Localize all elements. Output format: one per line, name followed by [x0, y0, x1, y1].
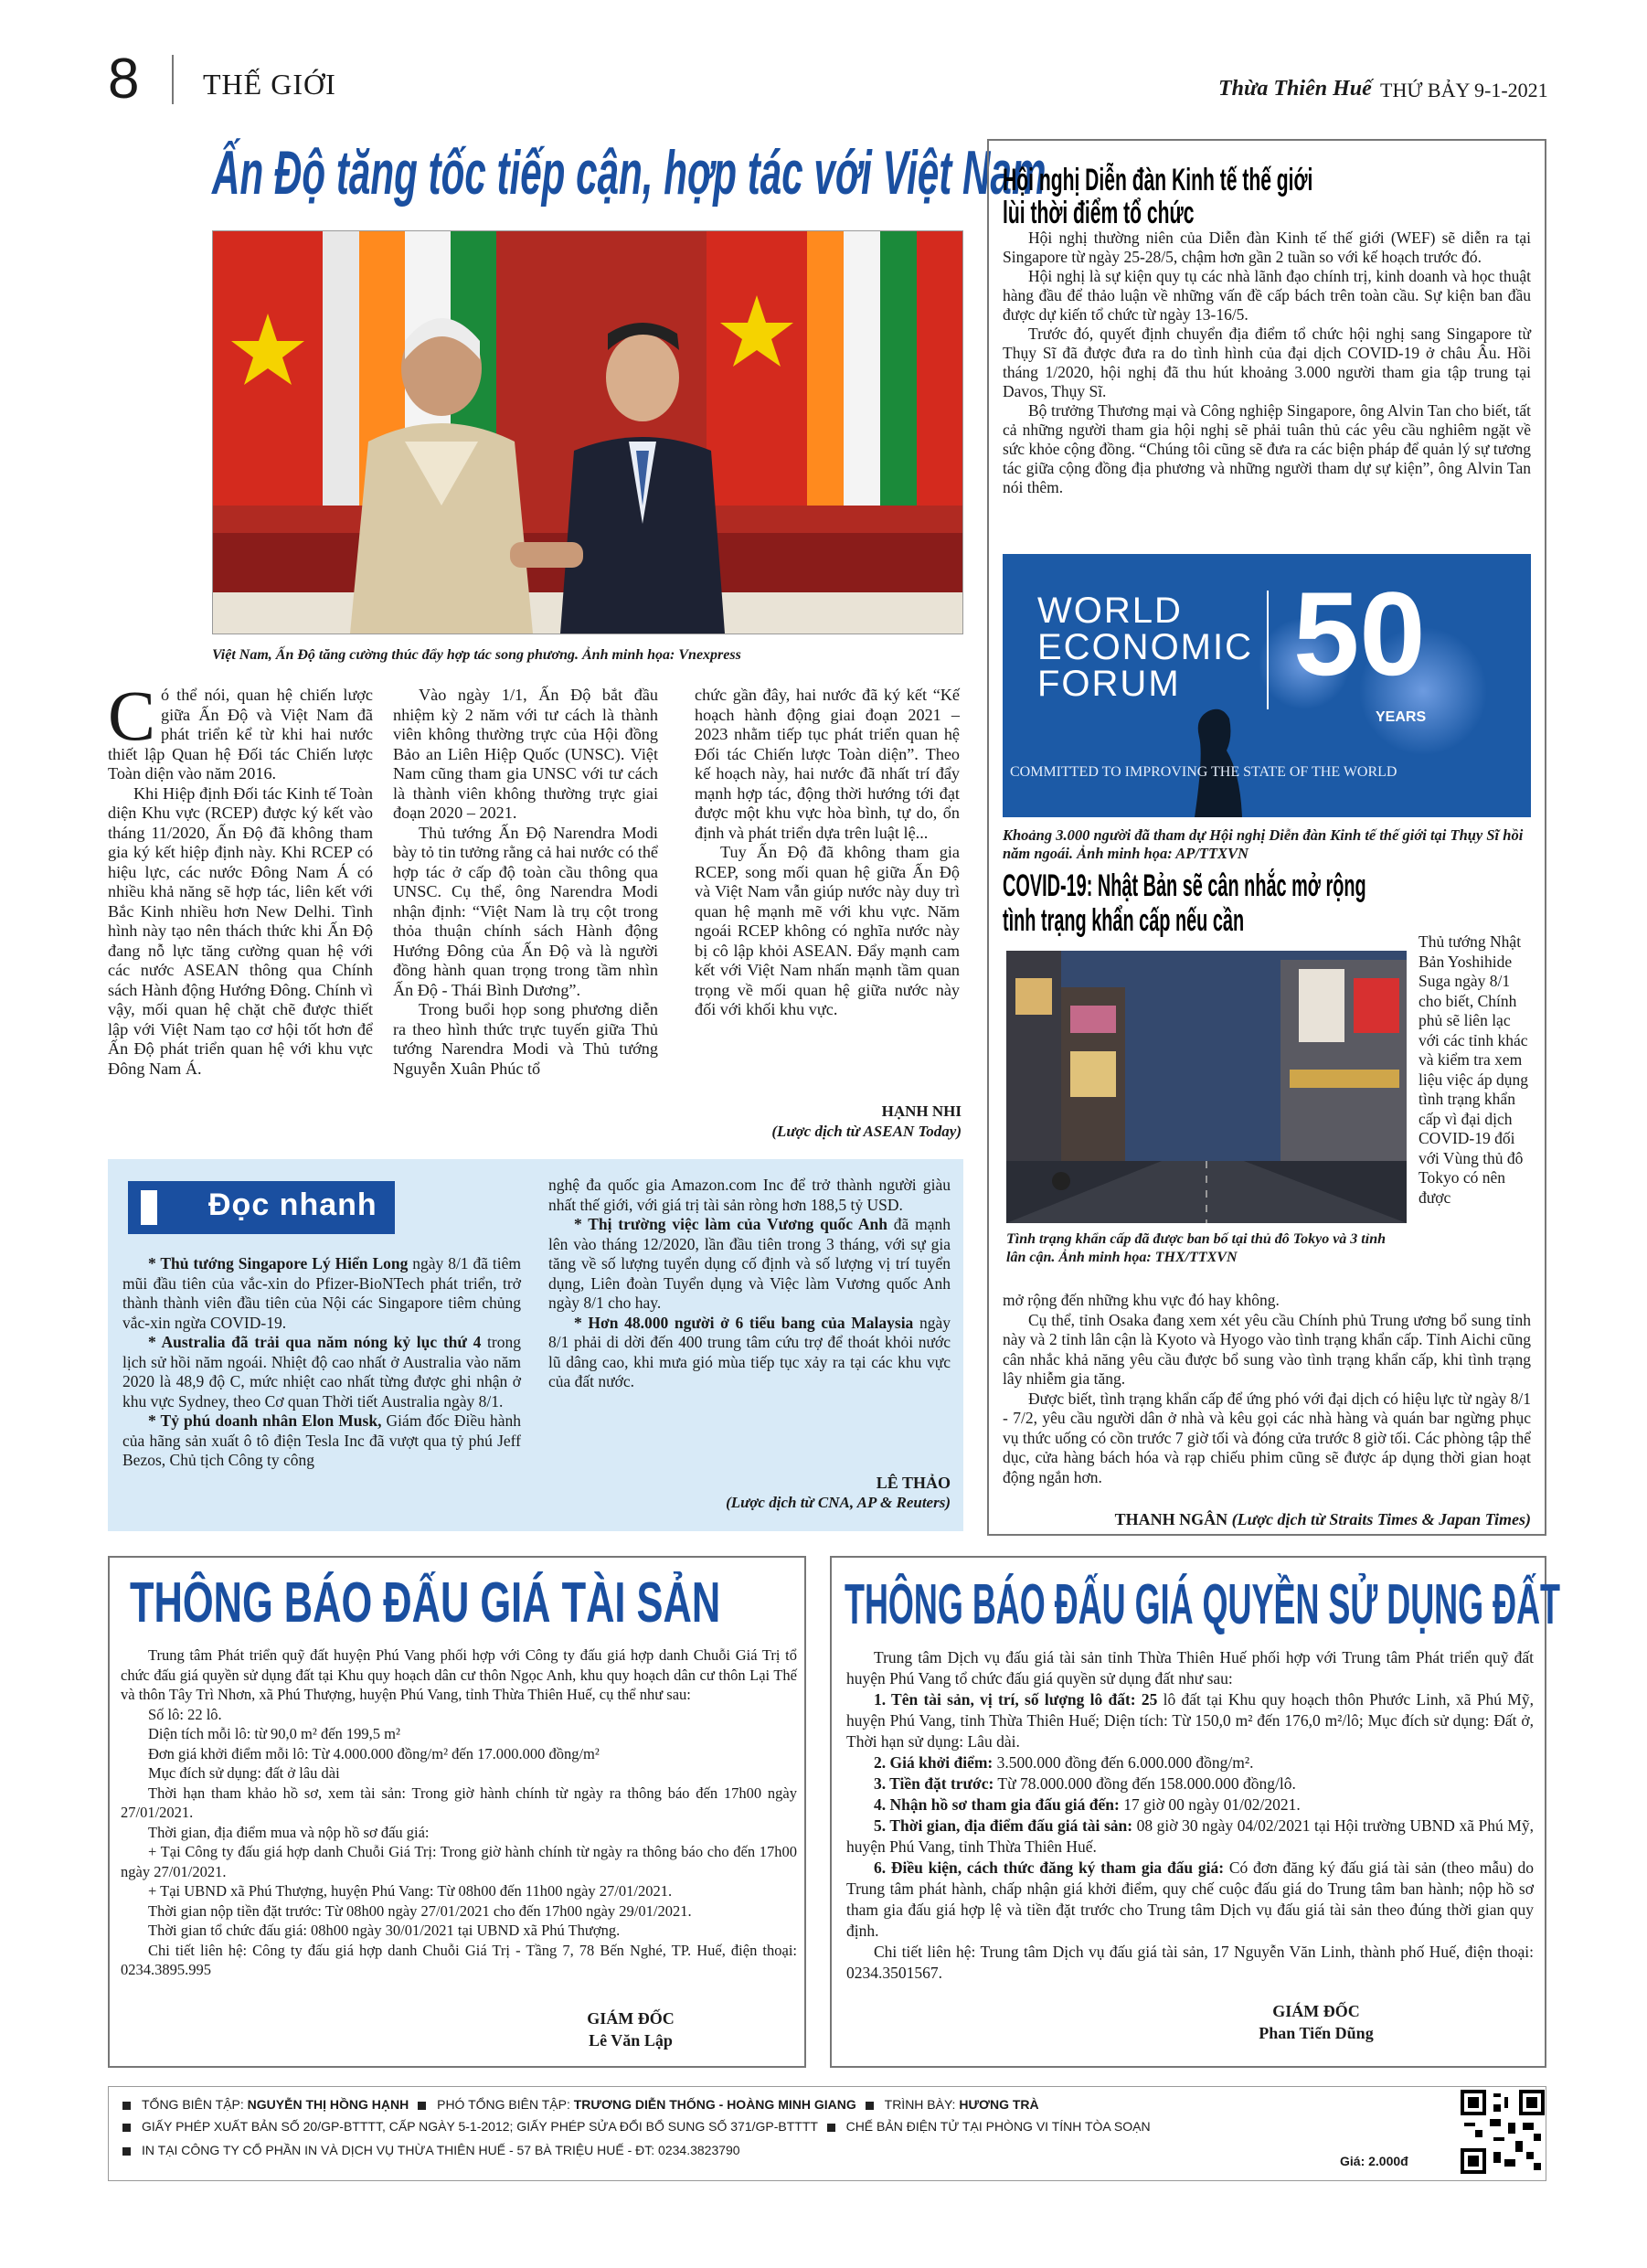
paragraph: Cụ thể, tỉnh Osaka đang xem xét yêu cầu Chính phủ Trung ương bổ sung tỉnh này và 2 tỉnh lân cận là Kyoto và Hyogo vào tình trạng khẩn cấp. Tỉnh Aichi cũng cân nhắc khả năng yêu cầu được bổ sung vào tình trạng khẩn cấp, khi tình trạng lây nhiễm gia tăng.	[1003, 1310, 1531, 1388]
wef-photo-caption: Khoảng 3.000 người đã tham dự Hội nghị Diễn đàn Kinh tế thế giới tại Thụy Sĩ hồi năm ngoái. Ảnh minh họa: AP/TTXVN	[1003, 826, 1524, 862]
footer-line-license: GIẤY PHÉP XUẤT BẢN SỐ 20/GP-BTTTT, CẤP NGÀY 5-1-2012; GIẤY PHÉP SỬA ĐỔI BỔ SUNG SỐ 371/GP-BTTTT CHẾ BẢN ĐIỆN TỬ TẠI PHÒNG VI TÍNH TÒA SOẠN	[122, 2119, 1151, 2134]
wef-photo	[1003, 554, 1531, 817]
issue-date: THỨ BẢY 9-1-2021	[1380, 79, 1548, 101]
quick-read-credit: (Lược dịch từ CNA, AP & Reuters)	[726, 1494, 951, 1511]
covid-title-line2: tình trạng khẩn cấp nếu cần	[1003, 903, 1245, 938]
paragraph: chức gần đây, hai nước đã ký kết “Kế hoạch hành động giai đoạn 2021 – 2023 nhằm tiếp tục phát triển quan hệ Đối tác Chiến lược Toàn diện”. Theo kế hoạch này, hai nước đã nhất trí đẩy mạnh hợp tác, động thời hướng tới đạt được một khu vực hòa bình, tự do, ổn định và phát triển dựa trên luật lệ...	[695, 686, 960, 842]
main-photo-caption: Việt Nam, Ấn Độ tăng cường thúc đẩy hợp tác song phương. Ảnh minh họa: Vnexpress	[212, 647, 741, 663]
wef-logo-line: WORLD	[1037, 591, 1183, 631]
notice-line: Trung tâm Dịch vụ đấu giá tài sản tỉnh Thừa Thiên Huế phối hợp với Trung tâm Phát triển quỹ đất huyện Phú Vang tổ chức đấu giá quyền sử dụng đất như sau:	[846, 1648, 1534, 1688]
quick-read-right	[548, 1176, 951, 1392]
notice-line: + Tại UBND xã Phú Thượng, huyện Phú Vang: Từ 08h00 đến 11h00 ngày 27/01/2021.	[148, 1882, 673, 1900]
paper-name: Thừa Thiên Huế	[1218, 77, 1372, 101]
notice-line: Thời gian, địa điểm mua và nộp hồ sơ đấu giá:	[148, 1823, 430, 1841]
covid-article-body	[1003, 1291, 1531, 1487]
notice-item: 1. Tên tài sản, vị trí, số lượng lô đất: 25 lô đất tại Khu quy hoạch thôn Phước Linh, xã Phú Mỹ, huyện Phú Vang, tỉnh Thừa Thiên Huế; Diện tích: Từ 150,0 m² đến 176,0 m²/lô; Mục đích sử dụng: Đất ở, Thời hạn sử dụng: Lâu dài.	[846, 1690, 1534, 1751]
notice-line: Đơn giá khởi điểm mỗi lô: Từ 4.000.000 đồng/m² đến 17.000.000 đồng/m²	[148, 1744, 600, 1762]
quick-read-byline: LÊ THẢO	[876, 1474, 951, 1492]
notice2-title: THÔNG BÁO ĐẤU GIÁ QUYỀN SỬ DỤNG ĐẤT	[845, 1573, 1561, 1636]
drop-cap: C	[108, 676, 156, 755]
notice1-signature: GIÁM ĐỐC Lê Văn Lập	[587, 2009, 675, 2050]
main-article-column-2	[393, 686, 658, 1079]
wef-logo-line: FORUM	[1037, 664, 1181, 704]
notice-line: Thời gian nộp tiền đặt trước: Từ 08h00 ngày 27/01/2021 cho đến 17h00 ngày 29/01/2021.	[148, 1901, 692, 1920]
quick-item: * Australia đã trải qua năm nóng kỷ lục thứ 4 trong lịch sử hồi năm ngoái. Nhiệt độ cao nhất ở Australia vào năm 2020 là 48,9 độ C, mức nhiệt cao nhất từng được ghi nhận ở khu vực Sydney, theo Cơ quan Thời tiết Australia ngày 8/1.	[122, 1333, 521, 1411]
paragraph: Được biết, tình trạng khẩn cấp để ứng phó với đại dịch có hiệu lực từ ngày 8/1 - 7/2, yêu cầu người dân ở nhà và kêu gọi các nhà hàng và quán bar ngừng phục vụ thức uống có cồn trước 7 giờ tối và đóng cửa trước 8 giờ tối. Các phòng tập thể dục, cửa hàng bách hóa và rạp chiếu phim cũng sẽ được áp dụng thời gian hoạt động ngắn hơn.	[1003, 1389, 1531, 1486]
paragraph: Hội nghị thường niên của Diễn đàn Kinh tế thế giới (WEF) sẽ diễn ra tại Singapore từ ngày 25-28/5, chậm hơn gần 2 tuần so với kế hoạch trước đó.	[1003, 229, 1531, 266]
notice-item: 6. Điều kiện, cách thức đăng ký tham gia đấu giá: Có đơn đăng ký đấu giá tài sản (theo mẫu) do Trung tâm phát hành, chấp nhận giá khởi điểm, quy chế cuộc đấu giá do Trung tâm ban hành; nộp hồ sơ tham gia đấu giá hợp lệ và tiền đặt trước cho Trung tâm Dịch vụ đấu giá tài sản theo đúng thời gian quy định.	[846, 1858, 1534, 1940]
notice-item: 5. Thời gian, địa điểm đấu giá tài sản: 08 giờ 30 ngày 04/02/2021 tại Hội trường UBND xã Phú Mỹ, huyện Phú Vang, tỉnh Thừa Thiên Huế.	[846, 1816, 1534, 1856]
notice-line: Chi tiết liên hệ: Trung tâm Dịch vụ đấu giá tài sản, 17 Nguyễn Văn Linh, thành phố Huế, điện thoại: 0234.3501567.	[846, 1943, 1534, 1982]
paragraph: Khi Hiệp định Đối tác Kinh tế Toàn diện Khu vực (RCEP) được ký kết vào tháng 11/2020, Ấn Độ đã không tham gia ký kết hiệp định này. Khi RCEP có hiệu lực, các nước Đông Nam Á có nhiều khả năng sẽ hợp tác, liên kết với Bắc Kinh nhiều hơn New Delhi. Tình hình này tạo nên thách thức khi Ấn Độ đang nỗ lực tăng cường quan hệ với các nước ASEAN thông qua Chính sách Hành động Hướng Đông. Chính vì vậy, mối quan hệ chặt chẽ được thiết lập với Việt Nam tạo cơ hội tốt hơn để Ấn Độ phát triển quan hệ với khu vực Đông Nam Á.	[108, 783, 373, 1078]
paragraph: Thủ tướng Ấn Độ Narendra Modi bày tỏ tin tưởng rằng cả hai nước có thể hợp tác ở cấp độ toàn cầu thông qua UNSC. Cụ thể, ông Narendra Modi nhận định: “Việt Nam là trụ cột trong thỏa thuận chính sách Hành động Hướng Đông của Ấn Độ và là người đồng hành quan trọng trong tầm nhìn Ấn Độ - Thái Bình Dương”.	[393, 823, 658, 999]
notice1-body	[121, 1645, 797, 1980]
quick-read-badge	[128, 1181, 395, 1234]
notice-line: Diện tích mỗi lô: từ 90,0 m² đến 199,5 m²	[148, 1725, 400, 1742]
covid-article-side-text: Thủ tướng Nhật Bản Yoshihide Suga ngày 8/1 cho biết, Chính phủ sẽ liên lạc với các tỉnh khác và kiểm tra xem liệu việc áp dụng tình trạng khẩn cấp vì đại dịch COVID-19 đối với Vùng thủ đô Tokyo có nên được	[1419, 932, 1529, 1207]
notice-item: 4. Nhận hồ sơ tham gia đấu giá đến: 17 giờ 00 ngày 01/02/2021.	[874, 1795, 1301, 1814]
tokyo-photo-caption: Tình trạng khẩn cấp đã được ban bố tại thủ đô Tokyo và 3 tỉnh lân cận. Ảnh minh họa: THX/TTXVN	[1006, 1231, 1386, 1265]
main-article-byline: HẠNH NHI	[881, 1102, 962, 1120]
paragraph: Vào ngày 1/1, Ấn Độ bắt đầu nhiệm kỳ 2 năm với tư cách là thành viên không thường trực của Hội đồng Bảo an Liên Hiệp Quốc (UNSC). Việt Nam cũng tham gia UNSC với tư cách là thành viên không thường trực giai đoạn 2020 – 2021.	[393, 686, 658, 822]
quick-item: * Hơn 48.000 người ở 6 tiểu bang của Malaysia ngày 8/1 phải di dời đến 400 trung tâm cứu trợ để thoát khỏi nước lũ dâng cao, khi mưa gió mùa tiếp tục xảy ra tại các khu vực của đất nước.	[548, 1313, 951, 1390]
section-title: THẾ GIỚI	[203, 68, 336, 101]
covid-title-line1: COVID-19: Nhật Bản sẽ cân nhắc mở rộng	[1003, 868, 1366, 903]
paragraph: ó thể nói, quan hệ chiến lược giữa Ấn Độ và Việt Nam đã phát triển kể từ khi hai nước thiết lập Quan hệ Đối tác Chiến lược Toàn diện vào năm 2016.	[108, 686, 373, 783]
quick-item: * Thủ tướng Singapore Lý Hiển Long ngày 8/1 đã tiêm mũi đầu tiên của vắc-xin do Pfizer-BioNTech phát triển, trở thành thành viên đầu tiên của Nội các Singapore tiêm chủng vắc-xin ngừa COVID-19.	[122, 1254, 521, 1332]
tokyo-photo	[1006, 951, 1407, 1223]
notice2-signature: GIÁM ĐỐC Phan Tiến Dũng	[1259, 2002, 1374, 2042]
quick-item: nghệ đa quốc gia Amazon.com Inc để trở thành người giàu nhất thế giới, với giá trị tài sản ròng hơn 188,5 tỷ USD.	[548, 1176, 951, 1214]
notice1-title: THÔNG BÁO ĐẤU GIÁ TÀI SẢN	[130, 1571, 721, 1634]
notice-line: Chi tiết liên hệ: Công ty đấu giá hợp danh Chuỗi Giá Trị - Tầng 7, 78 Bến Nghé, TP. Huế, điện thoại: 0234.3895.995	[121, 1941, 797, 1978]
quick-read-left	[122, 1254, 521, 1471]
price: Giá: 2.000đ	[1340, 2154, 1408, 2168]
notice-line: Mục đích sử dụng: đất ở lâu dài	[148, 1764, 340, 1782]
paragraph: Tuy Ấn Độ đã không tham gia RCEP, song mối quan hệ giữa Ấn Độ và Việt Nam vẫn giúp nước này duy trì quan hệ mạnh mẽ với khu vực. Năm ngoái RCEP không có nghĩa nước này bị cô lập khỏi ASEAN. Đẩy mạnh cam kết với Việt Nam nhấn mạnh tầm quan trọng về mối quan hệ giữa nước này đối với khối khu vực.	[695, 843, 960, 1018]
quick-item: * Thị trường việc làm của Vương quốc Anh đã mạnh lên vào tháng 12/2020, lần đầu tiên trong 3 tháng, với sự gia tăng về số lượng tuyển dụng cố định và số lượng vị trí tuyển dụng, Liên đoàn Tuyển dụng và Việc làm Vương quốc Anh ngày 8/1 cho hay.	[548, 1215, 951, 1312]
wef-logo-line: ECONOMIC	[1037, 627, 1253, 667]
main-article-credit: (Lược dịch từ ASEAN Today)	[771, 1123, 962, 1140]
wef-tagline: COMMITTED TO IMPROVING THE STATE OF THE WORLD	[1010, 764, 1397, 780]
wef-title-line1: Hội nghị Diễn đàn Kinh tế thế giới	[1003, 163, 1313, 197]
wef-fifty: 50	[1293, 567, 1426, 700]
header-divider	[172, 55, 174, 104]
notice-line: + Tại Công ty đấu giá hợp danh Chuỗi Giá Trị: Trong giờ hành chính từ ngày ra thông báo cho đến 17h00 ngày 27/01/2021.	[121, 1843, 797, 1880]
notice-line: Thời gian tổ chức đấu giá: 08h00 ngày 30/01/2021 tại UBND xã Phú Thượng.	[148, 1922, 621, 1939]
notice-item: 2. Giá khởi điểm: 3.500.000 đồng đến 6.000.000 đồng/m².	[874, 1753, 1254, 1772]
wef-title-line2: lùi thời điểm tổ chức	[1003, 196, 1195, 230]
footer-line-editors: TỔNG BIÊN TẬP: NGUYỄN THỊ HỒNG HẠNH PHÓ TỔNG BIÊN TẬP: TRƯƠNG DIỄN THỐNG - HOÀNG MINH GIANG TRÌNH BÀY: HƯƠNG TRÀ	[122, 2097, 1039, 2112]
wef-years: YEARS	[1376, 709, 1427, 725]
notice2-body	[846, 1647, 1534, 1984]
covid-article-byline: THANH NGÂN (Lược dịch từ Straits Times & Japan Times)	[1114, 1510, 1531, 1528]
paragraph: Trước đó, quyết định chuyển địa điểm tổ chức hội nghị sang Singapore từ Thụy Sĩ đã được đưa ra do tình hình của đại dịch COVID-19 ở châu Âu. Hồi tháng 1/2020, hội nghị đã thu hút khoảng 3.000 người tham gia tập trung tại Davos, Thụy Sĩ.	[1003, 325, 1531, 400]
qr-code	[1461, 2090, 1545, 2174]
paragraph: Hội nghị là sự kiện quy tụ các nhà lãnh đạo chính trị, kinh doanh và học thuật hàng đầu để thảo luận về những vấn đề cấp bách trên toàn cầu. Sự kiện ban đầu được dự kiến tổ chức từ ngày 13-16/5.	[1003, 267, 1531, 324]
notice-line: Trung tâm Phát triển quỹ đất huyện Phú Vang phối hợp với Công ty đấu giá hợp danh Chuỗi Giá Trị tổ chức đấu giá quyền sử dụng đất tại Khu quy hoạch dân cư thôn Ngọc Anh, khu quy hoạch dân cư thôn Lại Thế và thôn Tây Trì Nhơn, xã Phú Thượng, huyện Phú Vang, tỉnh Thừa Thiên Huế, cụ thể như sau:	[121, 1646, 797, 1703]
quick-read-label: Đọc nhanh	[208, 1187, 377, 1222]
quick-item: * Tỷ phú doanh nhân Elon Musk, Giám đốc Điều hành của hãng sản xuất ô tô điện Tesla Inc đã vượt qua tỷ phú Jeff Bezos, Chủ tịch Công ty công	[122, 1411, 522, 1469]
wef-article-body	[1003, 229, 1531, 497]
notice-item: 3. Tiền đặt trước: Từ 78.000.000 đồng đến 158.000.000 đồng/lô.	[874, 1774, 1296, 1793]
paragraph: Bộ trưởng Thương mại và Công nghiệp Singapore, ông Alvin Tan cho biết, tất cả những người tham gia hội nghị sẽ phải tuân thủ các yêu cầu nghiêm ngặt về sức khỏe cộng đồng. “Chúng tôi cũng sẽ đưa ra các biện pháp để quản lý sự tương tác giữa cộng đồng địa phương và những người tham dự sự kiện”, ông Alvin Tan nói thêm.	[1003, 401, 1531, 496]
paragraph: mở rộng đến những khu vực đó hay không.	[1003, 1291, 1280, 1309]
main-article-photo	[212, 230, 963, 634]
main-article-column-1	[108, 676, 373, 1079]
notice-line: Thời hạn tham khảo hồ sơ, xem tài sản: Trong giờ hành chính từ ngày ra thông báo đến 17h00 ngày 27/01/2021.	[121, 1784, 797, 1821]
page-number: 8	[108, 48, 140, 111]
notice-line: Số lô: 22 lô.	[148, 1705, 222, 1723]
main-article-title: Ấn Độ tăng tốc tiếp cận, hợp tác với Việt Nam	[212, 138, 1047, 208]
main-article-column-3	[695, 686, 960, 1020]
footer-line-printer: IN TẠI CÔNG TY CỔ PHẦN IN VÀ DỊCH VỤ THỪA THIÊN HUẾ - 57 BÀ TRIỆU HUẾ - ĐT: 0234.3823790	[122, 2143, 740, 2157]
paragraph: Trong buổi họp song phương diễn ra theo hình thức trực tuyến giữa Thủ tướng Narendra Modi và Thủ tướng Nguyễn Xuân Phúc tổ	[393, 1000, 658, 1078]
